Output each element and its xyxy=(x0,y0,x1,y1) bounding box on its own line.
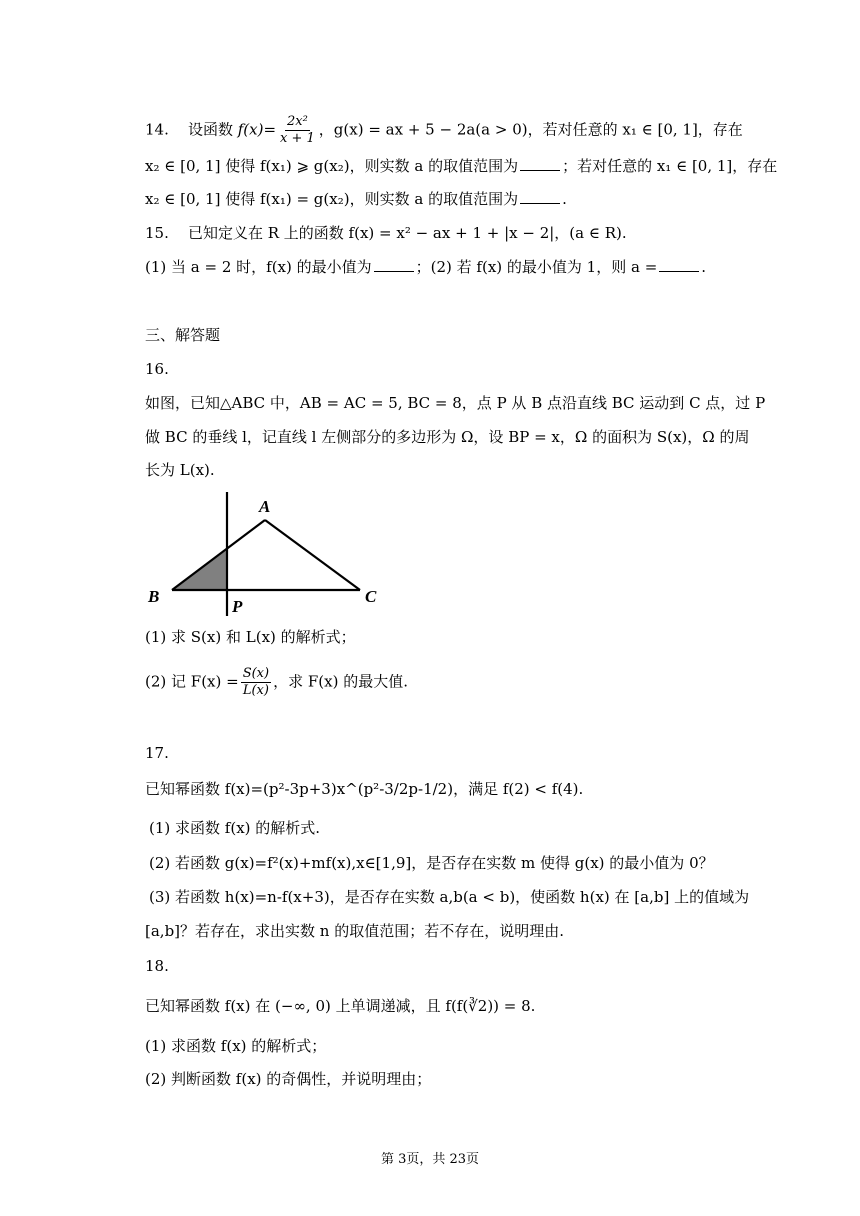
answer-blank[interactable] xyxy=(520,189,560,204)
q15-line2 xyxy=(145,256,706,278)
q14-frac-den: x + 1 xyxy=(280,131,315,146)
q14-line2 xyxy=(145,155,777,177)
q17-part3-cont: [a,b]？若存在，求出实数 n 的取值范围；若不存在，说明理由. xyxy=(145,922,564,940)
q15-number: 15. xyxy=(145,224,169,242)
q16-line1: 如图，已知△ABC 中，AB = AC = 5, BC = 8，点 P 从 B 点沿直线 BC 运动到 C 点，过 P xyxy=(145,394,766,412)
segment-ac xyxy=(265,520,360,590)
q18-part1: (1) 求函数 f(x) 的解析式； xyxy=(145,1037,327,1055)
q16-part2 xyxy=(145,666,408,699)
q14-line2-mid: ；若对任意的 x₁ ∈ [0, 1]，存在 xyxy=(562,157,778,175)
q14-line1 xyxy=(145,114,743,147)
label-p: P xyxy=(232,597,243,616)
q14-fraction xyxy=(278,114,317,147)
q15-line1-text: 已知定义在 R 上的函数 f(x) = x² − ax + 1 + |x − 2|，(a ∈ R). xyxy=(187,224,627,242)
q15-line2-a: (1) 当 a = 2 时，f(x) 的最小值为 xyxy=(145,258,372,276)
q14-fx: f(x)= xyxy=(237,120,277,139)
q14-line2-text: x₂ ∈ [0, 1] 使得 f(x₁) ⩾ g(x₂)，则实数 a 的取值范围为 xyxy=(145,157,519,175)
q15-line1 xyxy=(145,222,627,244)
page-footer: 第 3页，共 23页 xyxy=(380,1152,480,1167)
q15-line2-b: ；(2) 若 f(x) 的最小值为 1，则 a = xyxy=(415,258,658,276)
section-heading: 三、解答题 xyxy=(145,326,221,344)
q17-part2: (2) 若函数 g(x)=f²(x)+mf(x),x∈[1,9]，是否存在实数 m 使得 g(x) 的最小值为 0？ xyxy=(149,854,714,872)
q17-part1: (1) 求函数 f(x) 的解析式. xyxy=(149,819,321,837)
q16-part2-prefix: (2) 记 F(x) = xyxy=(145,672,239,691)
q16-part1: (1) 求 S(x) 和 L(x) 的解析式； xyxy=(145,628,356,646)
label-a: A xyxy=(259,497,271,516)
q16-frac-den: L(x) xyxy=(242,683,269,698)
q17-line1: 已知幂函数 f(x)=(p²-3p+3)x^(p²-3/2p-1/2)，满足 f(2) < f(4). xyxy=(145,780,584,798)
q14-line3-end: . xyxy=(562,190,567,208)
q16-line2: 做 BC 的垂线 l，记直线 l 左侧部分的多边形为 Ω，设 BP = x，Ω 的面积为 S(x)，Ω 的周 xyxy=(145,428,750,446)
q17-number: 17. xyxy=(145,744,169,762)
q14-gx: ，g(x) = ax + 5 − 2a(a > 0)，若对任意的 x₁ ∈ [0, 1]，存在 xyxy=(318,120,743,139)
q14-frac-num: 2x² xyxy=(287,114,308,129)
q14-line3-text: x₂ ∈ [0, 1] 使得 f(x₁) = g(x₂)，则实数 a 的取值范围为 xyxy=(145,190,519,208)
q16-part2-suffix: ，求 F(x) 的最大值. xyxy=(273,672,408,691)
q16-number: 16. xyxy=(145,360,169,378)
q14-number: 14. xyxy=(145,120,169,139)
q15-line2-end: . xyxy=(701,258,707,276)
q14-line3 xyxy=(145,188,567,210)
answer-blank[interactable] xyxy=(374,257,414,272)
q18-number: 18. xyxy=(145,957,169,975)
answer-blank[interactable] xyxy=(659,257,699,272)
label-c: C xyxy=(365,587,377,606)
triangle-figure xyxy=(140,488,400,618)
q16-frac-num: S(x) xyxy=(242,666,270,681)
q18-part2: (2) 判断函数 f(x) 的奇偶性，并说明理由； xyxy=(145,1070,432,1088)
q17-part3: (3) 若函数 h(x)=n-f(x+3)，是否存在实数 a,b(a < b)，使函数 h(x) 在 [a,b] 上的值域为 xyxy=(149,888,750,906)
label-b: B xyxy=(148,587,160,606)
q18-line1: 已知幂函数 f(x) 在 (−∞, 0) 上单调递减，且 f(f(∛2)) = 8. xyxy=(145,997,536,1015)
q16-line3: 长为 L(x). xyxy=(145,461,215,479)
answer-blank[interactable] xyxy=(520,156,560,171)
q14-prefix: 设函数 xyxy=(187,120,233,139)
q16-fraction xyxy=(241,666,271,699)
